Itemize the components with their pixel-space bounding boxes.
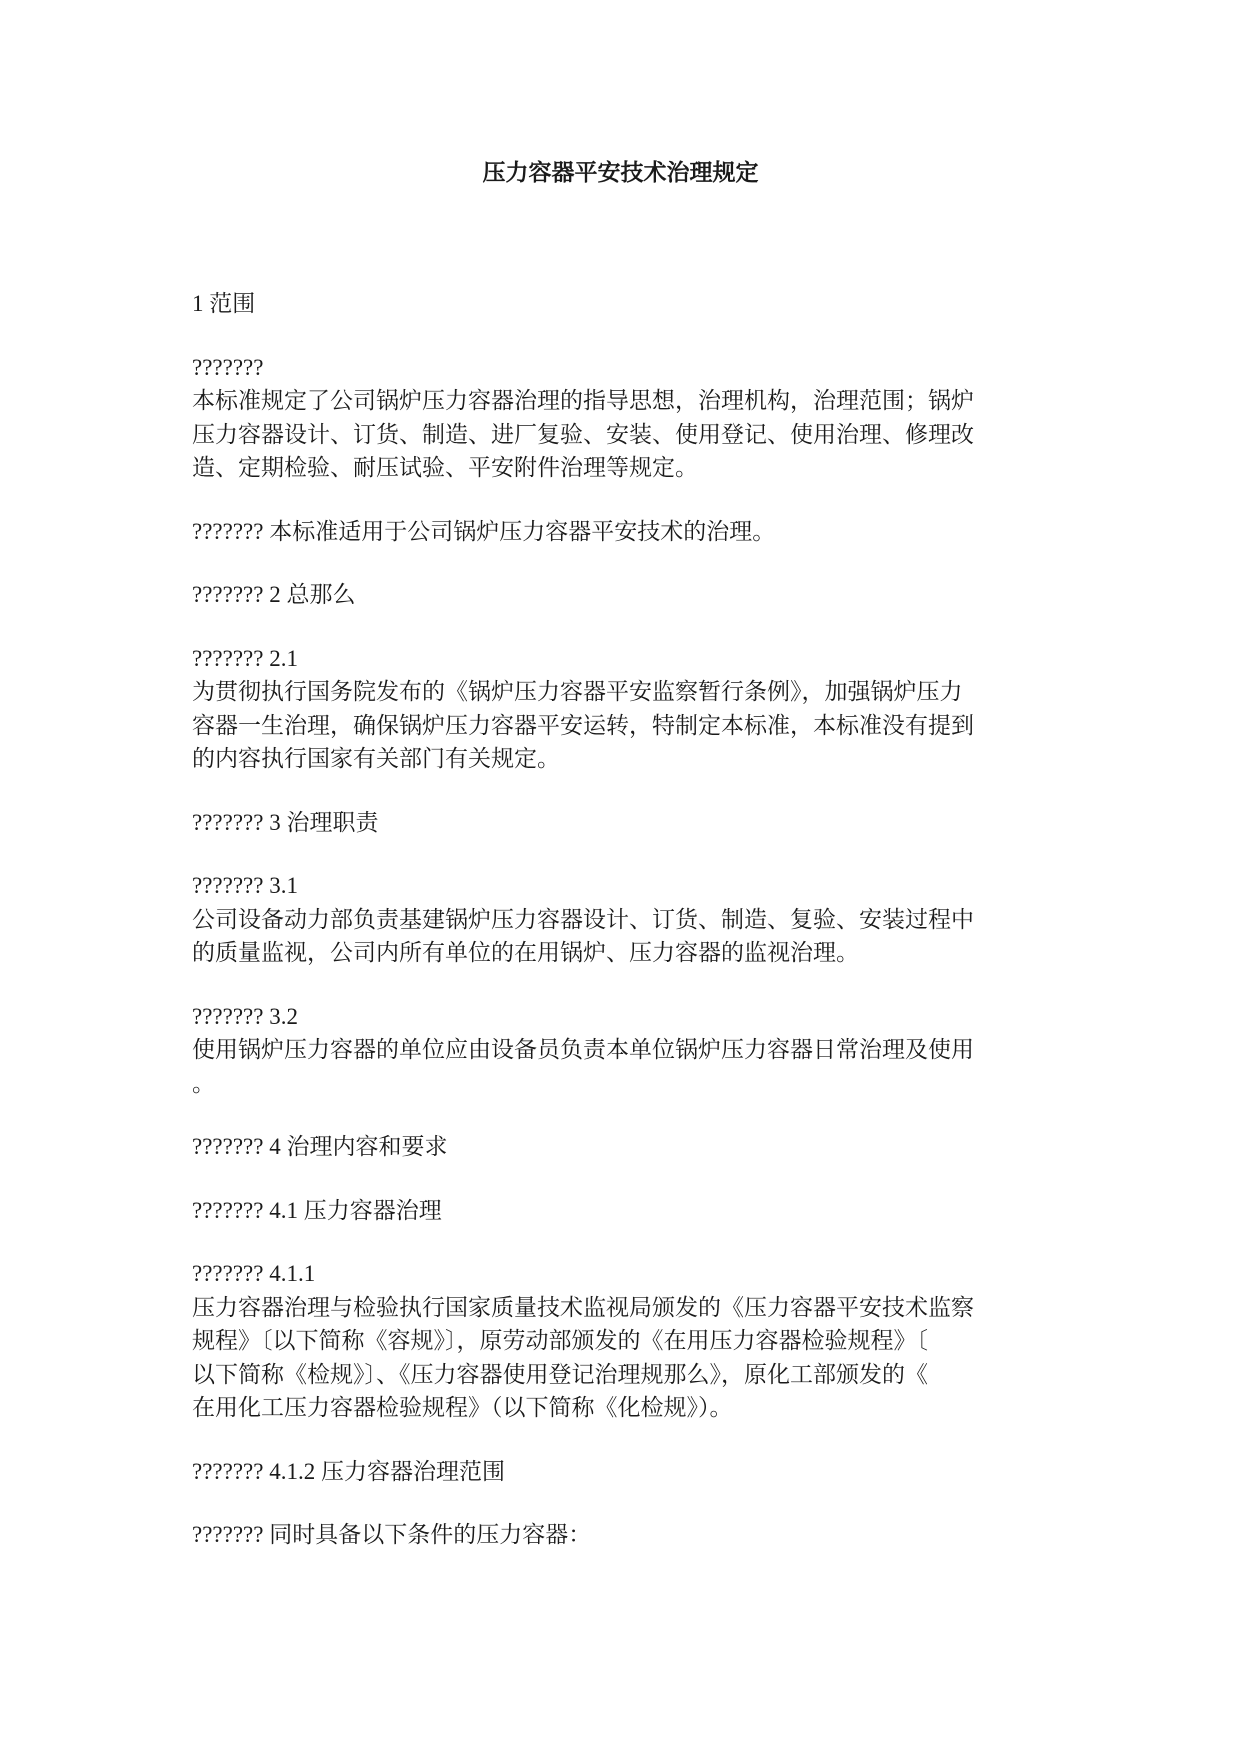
- text-line: 规程》〔以下简称《容规》〕，原劳动部颁发的《在用压力容器检验规程》〔: [192, 1328, 928, 1353]
- text-line: ??????? 3.2: [192, 1003, 298, 1029]
- text-line: 压力容器治理与检验执行国家质量技术监视局颁发的《压力容器平安技术监察: [192, 1294, 974, 1320]
- text-line: ???????: [192, 354, 264, 380]
- text-line: ??????? 本标准适用于公司锅炉压力容器平安技术的治理。: [192, 518, 776, 544]
- paragraph: [192, 1518, 1054, 1552]
- text-line: 以下简称《检规》〕、《压力容器使用登记治理规那么》，原化工部颁发的《: [192, 1361, 928, 1387]
- text-line: 容器一生治理，确保锅炉压力容器平安运转，特制定本标准，本标准没有提到: [192, 712, 974, 738]
- paragraph: [192, 1000, 1054, 1101]
- paragraph: [192, 1130, 1054, 1164]
- text-line: 的内容执行国家有关部门有关规定。: [192, 746, 560, 771]
- text-line: ??????? 4.1.1: [192, 1261, 316, 1286]
- text-line: 本标准规定了公司锅炉压力容器治理的指导思想，治理机构，治理范围；锅炉: [192, 388, 974, 413]
- text-line: ??????? 2.1: [192, 645, 298, 671]
- paragraph: [192, 351, 1054, 485]
- text-line: ??????? 4 治理内容和要求: [192, 1134, 448, 1159]
- paragraph: [192, 1455, 1054, 1489]
- text-line: 1 范围: [192, 291, 256, 316]
- text-line: 。: [192, 1070, 215, 1096]
- document-body: [192, 287, 1054, 1582]
- paragraph: [192, 806, 1054, 840]
- text-line: 公司设备动力部负责基建锅炉压力容器设计、订货、制造、复验、安装过程中: [192, 906, 974, 932]
- text-line: 造、定期检验、耐压试验、平安附件治理等规定。: [192, 455, 698, 480]
- text-line: ??????? 2 总那么: [192, 582, 356, 607]
- paragraph: [192, 1257, 1054, 1425]
- text-line: ??????? 4.1.2 压力容器治理范围: [192, 1458, 505, 1484]
- document-title: 压力容器平安技术治理规定: [482, 160, 759, 185]
- text-line: 在用化工压力容器检验规程》（以下简称《化检规》）。: [192, 1395, 733, 1420]
- text-line: ??????? 4.1 压力容器治理: [192, 1197, 442, 1223]
- text-line: 使用锅炉压力容器的单位应由设备员负责本单位锅炉压力容器日常治理及使用: [192, 1037, 974, 1062]
- text-line: ??????? 3 治理职责: [192, 809, 379, 835]
- paragraph: [192, 515, 1054, 549]
- paragraph: [192, 869, 1054, 970]
- text-line: 为贯彻执行国务院发布的《锅炉压力容器平安监察暂行条例》，加强锅炉压力: [192, 679, 963, 704]
- text-line: 的质量监视，公司内所有单位的在用锅炉、压力容器的监视治理。: [192, 940, 859, 965]
- paragraph: [192, 578, 1054, 612]
- paragraph: [192, 287, 1054, 321]
- paragraph: [192, 642, 1054, 776]
- text-line: ??????? 同时具备以下条件的压力容器：: [192, 1522, 592, 1547]
- text-line: ??????? 3.1: [192, 873, 298, 898]
- text-line: 压力容器设计、订货、制造、进厂复验、安装、使用登记、使用治理、修理改: [192, 421, 974, 447]
- paragraph: [192, 1194, 1054, 1228]
